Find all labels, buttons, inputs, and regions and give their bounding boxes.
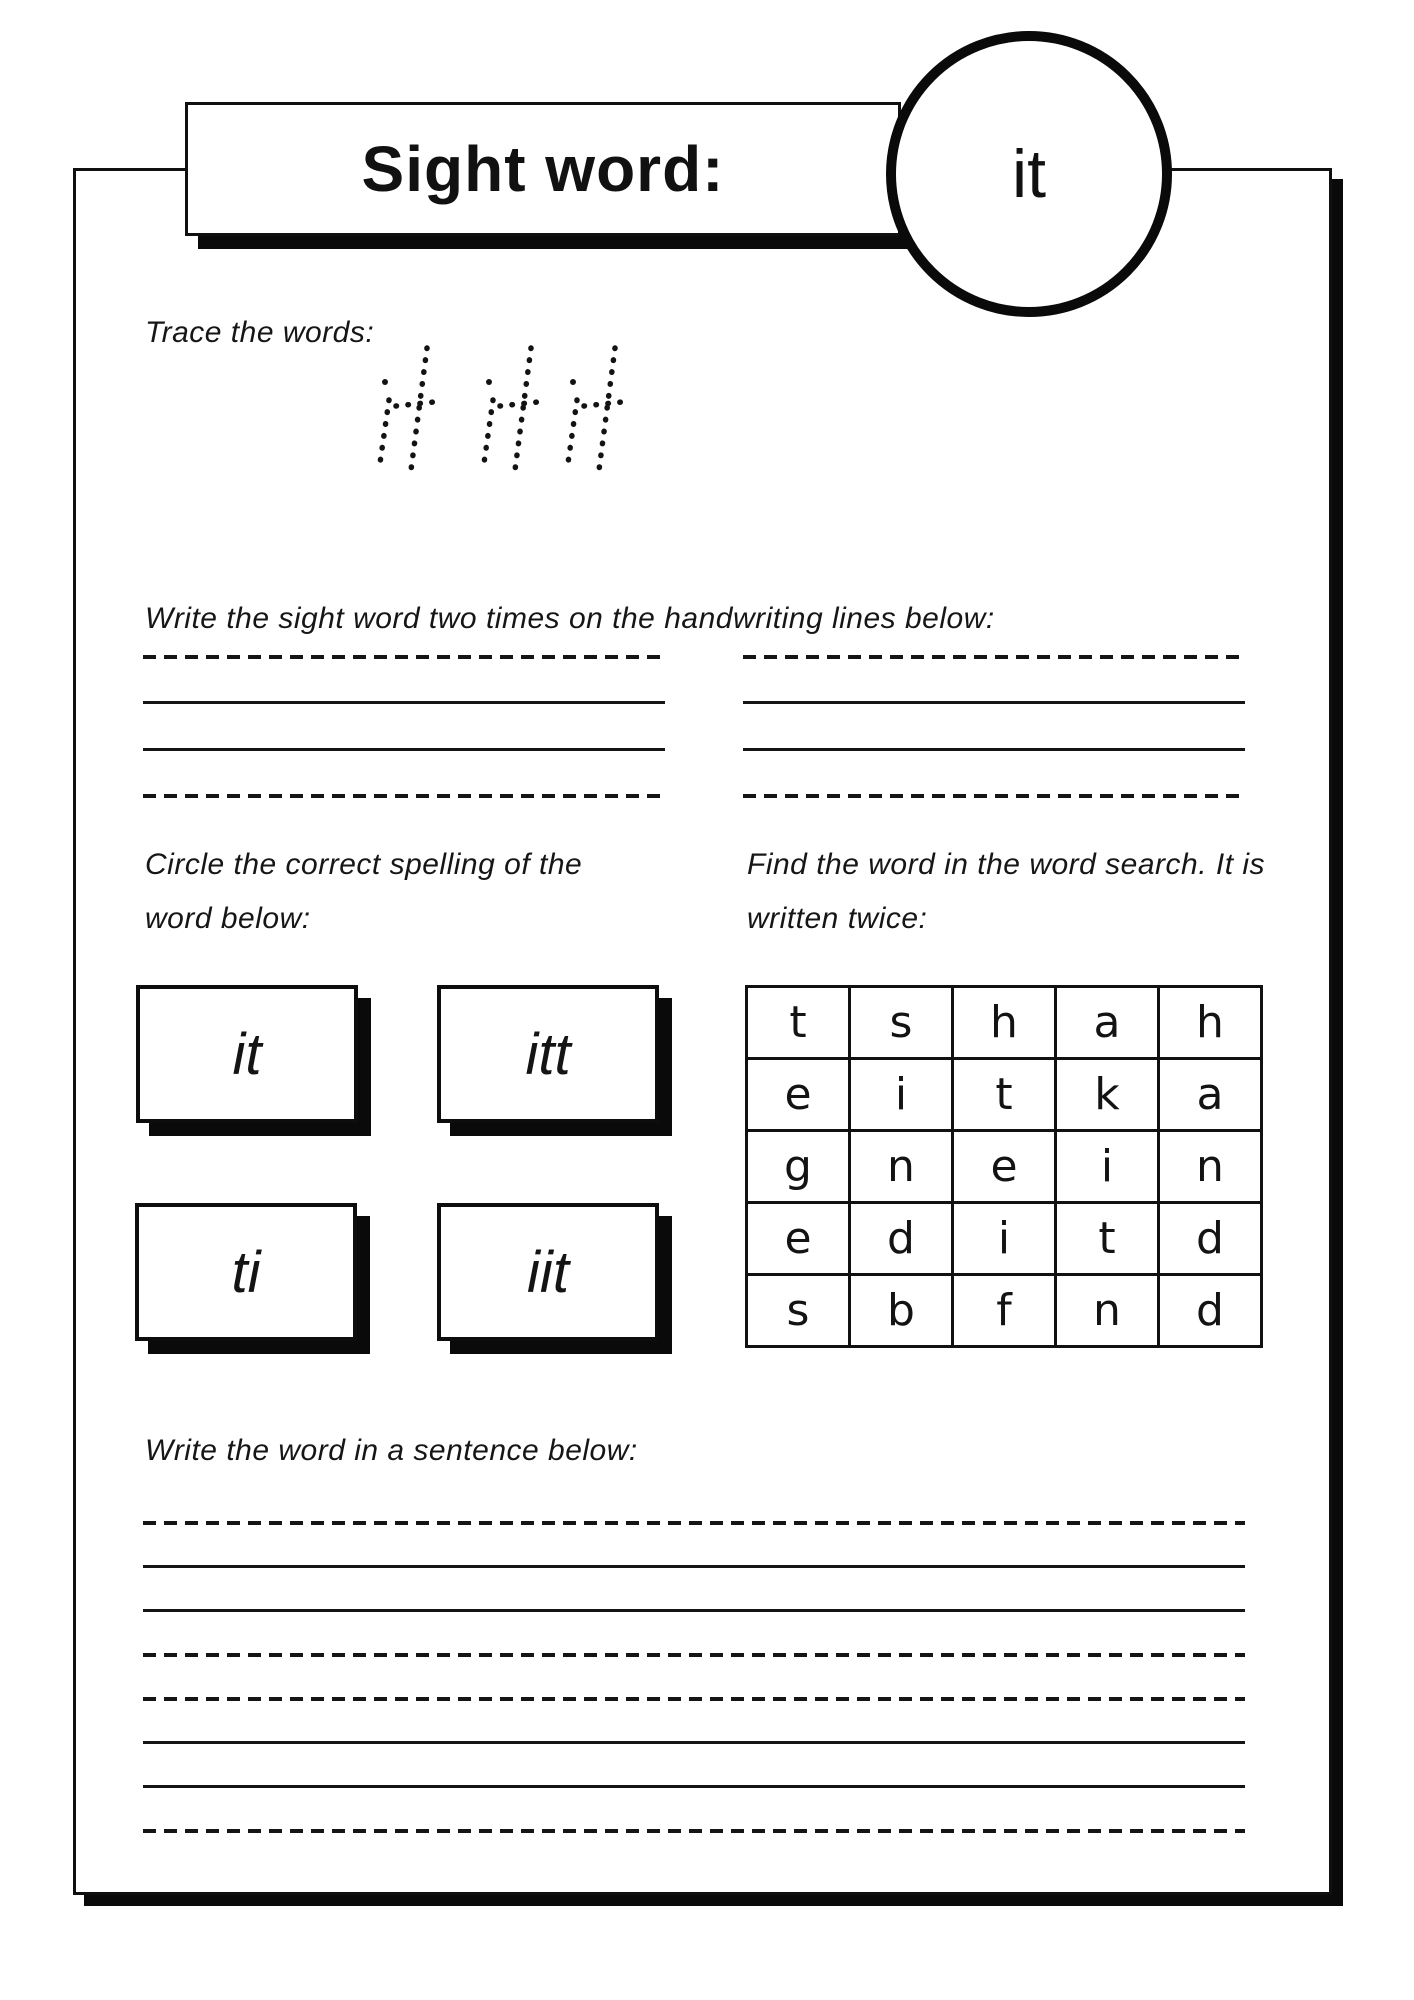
guide-line-solid (143, 748, 665, 751)
word-search-cell: b (850, 1275, 953, 1347)
word-search-cell: f (953, 1275, 1056, 1347)
word-search-cell: s (850, 987, 953, 1059)
spelling-option-box-2 (437, 985, 659, 1123)
word-search-cell: k (1056, 1059, 1159, 1131)
guide-line-solid (143, 1785, 1245, 1788)
word-search-row (747, 1059, 1262, 1131)
sight-word-text: it (1012, 136, 1046, 212)
guide-line-dashed (143, 1697, 1245, 1701)
guide-line-solid (143, 1741, 1245, 1744)
sentence-handwriting-lines (143, 1521, 1245, 1835)
guide-line-solid (143, 701, 665, 704)
spelling-option-box-4 (437, 1203, 659, 1341)
spelling-option-box-1 (136, 985, 358, 1123)
word-search-label-line1: Find the word in the word search. It is (747, 848, 1266, 881)
word-search-cell: h (1159, 987, 1262, 1059)
guide-line-dashed (143, 1653, 1245, 1657)
word-search-cell: s (747, 1275, 850, 1347)
word-search-cell: n (1056, 1275, 1159, 1347)
guide-line-solid (143, 1565, 1245, 1568)
word-search-cell: g (747, 1131, 850, 1203)
word-search-cell: t (1056, 1203, 1159, 1275)
word-search-cell: d (850, 1203, 953, 1275)
word-search-cell: a (1056, 987, 1159, 1059)
word-search-row (747, 1275, 1262, 1347)
word-search-cell: i (1056, 1131, 1159, 1203)
spelling-label-line2: word below: (145, 902, 311, 935)
word-search-label-line2: written twice: (747, 902, 928, 935)
word-search-row (747, 1203, 1262, 1275)
spelling-option-text: ti (231, 1239, 261, 1305)
word-search-cell: d (1159, 1203, 1262, 1275)
guide-line-dashed (143, 794, 665, 798)
handwriting-lines-left (143, 655, 665, 800)
word-search-row (747, 1131, 1262, 1203)
page-title: Sight word: (361, 133, 725, 205)
sight-word-badge (886, 31, 1172, 317)
word-search-cell: d (1159, 1275, 1262, 1347)
word-search-cell: e (747, 1059, 850, 1131)
guide-line-dashed (143, 655, 665, 659)
guide-line-solid (743, 701, 1245, 704)
guide-line-dashed (143, 1521, 1245, 1525)
trace-section-label: Trace the words: (145, 316, 375, 349)
sentence-label: Write the word in a sentence below: (145, 1434, 638, 1467)
guide-line-dashed (143, 1829, 1245, 1833)
word-search-cell: h (953, 987, 1056, 1059)
word-search-cell: n (850, 1131, 953, 1203)
word-search-cell: t (747, 987, 850, 1059)
word-search-cell: a (1159, 1059, 1262, 1131)
word-search-cell: e (953, 1131, 1056, 1203)
word-search-grid (745, 985, 1263, 1348)
spelling-option-text: itt (525, 1021, 571, 1087)
guide-line-solid (143, 1609, 1245, 1612)
traced-word-it-3 (567, 348, 622, 470)
word-search-row (747, 987, 1262, 1059)
traced-dotted-words (372, 342, 632, 482)
word-search-cell: e (747, 1203, 850, 1275)
spelling-option-box-3 (135, 1203, 357, 1341)
handwriting-lines-right (743, 655, 1245, 800)
guide-line-solid (743, 748, 1245, 751)
traced-word-it-2 (483, 348, 538, 470)
write-twice-label: Write the sight word two times on the handwriting lines below: (145, 602, 995, 635)
word-search-cell: i (953, 1203, 1056, 1275)
spelling-option-text: it (232, 1021, 262, 1087)
word-search-cell: i (850, 1059, 953, 1131)
spelling-label-line1: Circle the correct spelling of the (145, 848, 583, 881)
title-box (185, 102, 901, 236)
spelling-option-text: iit (527, 1239, 569, 1305)
traced-word-it-1 (379, 348, 434, 470)
guide-line-dashed (743, 655, 1245, 659)
guide-line-dashed (743, 794, 1245, 798)
word-search-cell: t (953, 1059, 1056, 1131)
word-search-cell: n (1159, 1131, 1262, 1203)
